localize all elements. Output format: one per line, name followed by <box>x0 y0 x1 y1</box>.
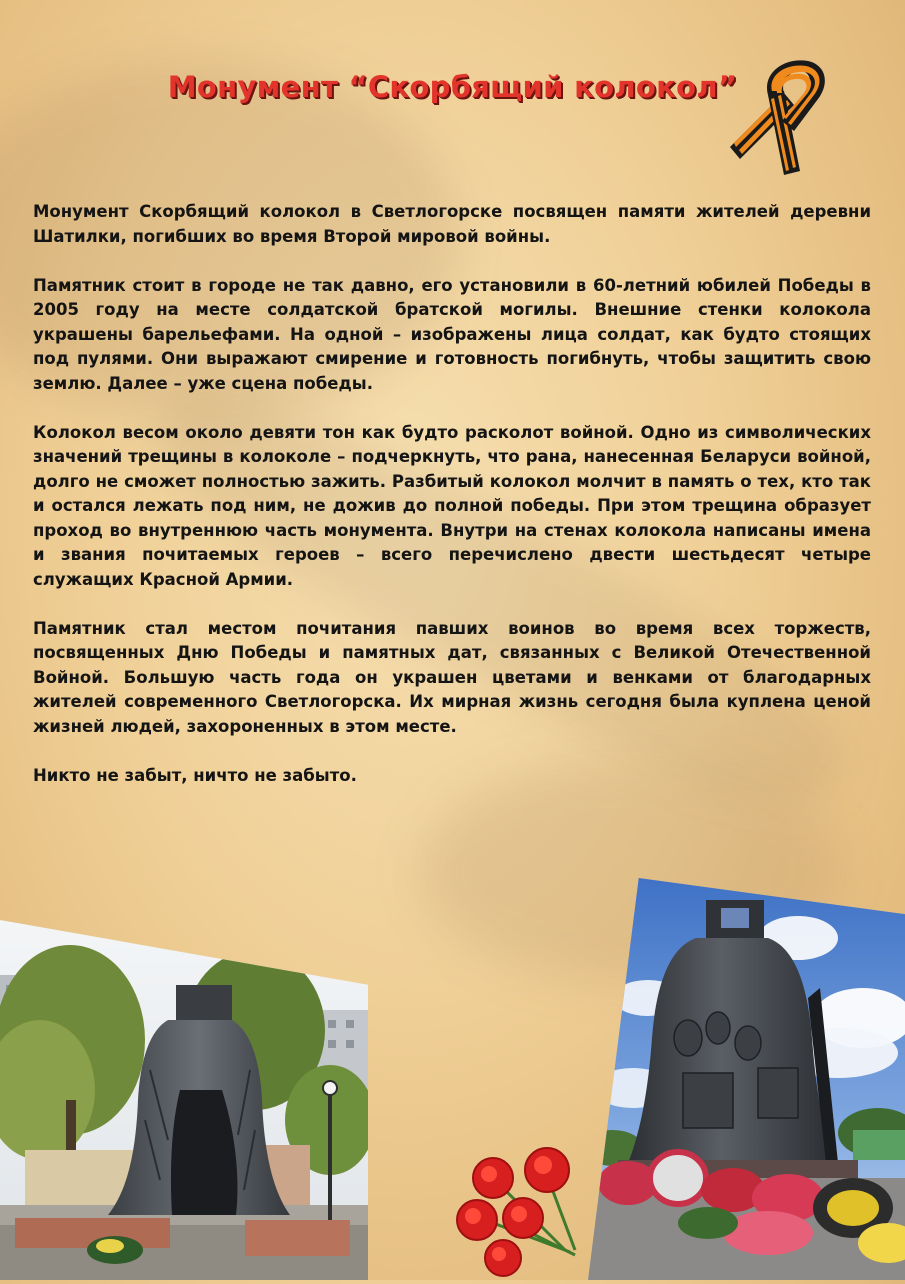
paragraph-3: Колокол весом около девяти тон как будто расколот войной. Одно из символических значений трещины в колоколе – подчеркнуть, что рана, нанесенная Беларуси войной, долго не сможет полностью зажить. Разбитый колокол молчит в память о тех, кто так и остался лежать под ним, не дожив до полной победы. При этом трещина образует проход во внутреннюю часть монумента. Внутри на стенах колокола написаны имена и звания почитаемых героев – всего перечислено двести шестьдесят четыре служащих Красной Армии. <box>33 422 871 589</box>
paragraph-2: Памятник стоит в городе не так давно, его установили в 60-летний юбилей Победы в 2005 году на месте солдатской братской могилы. Внешние стенки колокола украшены барельефами. На одной – изображены лица солдат, как будто стоящих под пулями. Они выражают смирение и готовность погибнуть, чтобы защитить свою землю. Далее – уже сцена победы. <box>33 275 871 393</box>
paragraph-4: Памятник стал местом почитания павших воинов во время всех торжеств, посвященных Дню Победы и памятных дат, связанных с Великой Отечественной Войной. Большую часть года он украшен цветами и венками от благодарных жителей современного Светлогорска. Их мирная жизнь сегодня была куплена ценой жизней людей, захороненных в этом месте. <box>33 618 871 736</box>
bell-monument-photo-right <box>588 878 905 1280</box>
article-body <box>33 200 871 813</box>
bell-monument-photo-left <box>0 920 368 1280</box>
page-title: Монумент “Скорбящий колокол” <box>167 70 738 104</box>
paragraph-5: Никто не забыт, ничто не забыто. <box>33 765 357 785</box>
paragraph-1: Монумент Скорбящий колокол в Светлогорске посвящен памяти жителей деревни Шатилки, погибших во время Второй мировой войны. <box>33 202 871 246</box>
st-george-ribbon-icon <box>722 55 834 180</box>
carnations-decoration <box>455 1140 615 1280</box>
